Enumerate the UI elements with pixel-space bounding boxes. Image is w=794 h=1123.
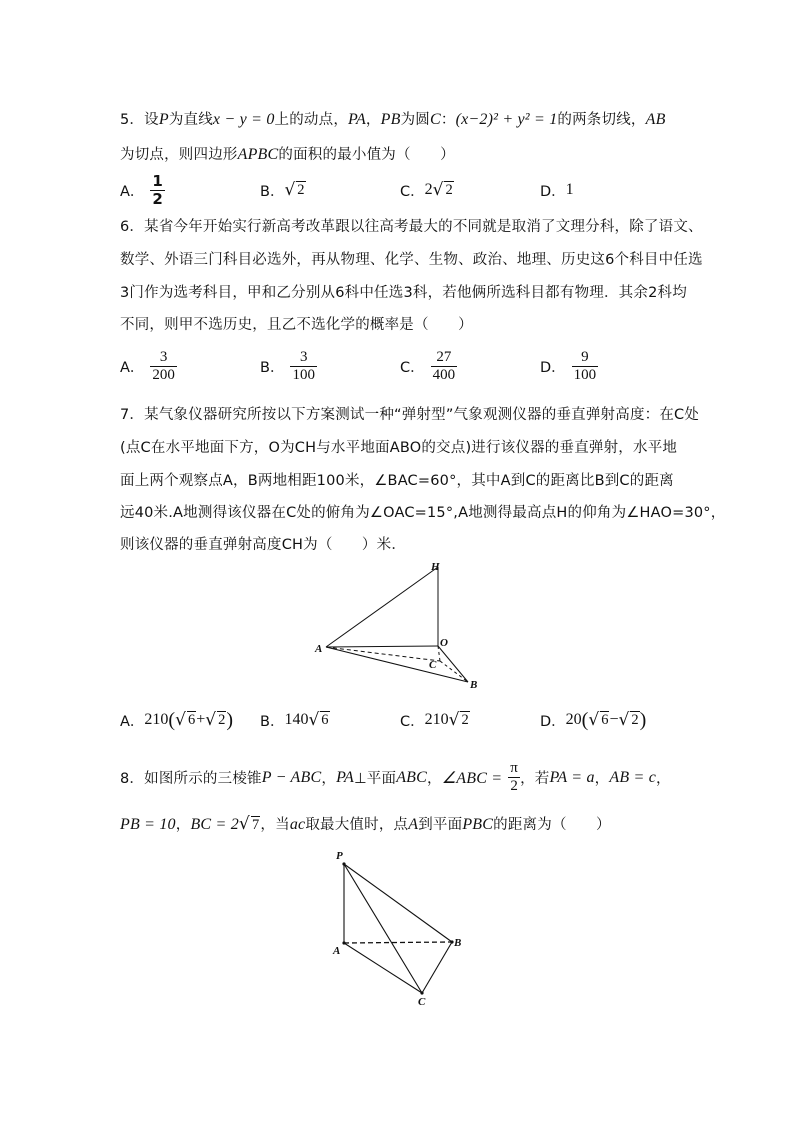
option-label: D．: [540, 359, 566, 376]
option-label: D．: [540, 713, 566, 730]
radicand: 2: [297, 182, 305, 198]
q8-var: PA = a: [549, 768, 595, 786]
option-label: B．: [260, 183, 285, 200]
numerator: 1: [152, 171, 163, 190]
radical-sign: √: [448, 710, 460, 730]
coefficient: 210: [424, 711, 449, 728]
left-paren: (: [168, 708, 176, 731]
right-paren: ): [639, 708, 647, 731]
q5-text: 为切点，则四边形: [120, 147, 238, 163]
denominator: 100: [292, 366, 315, 383]
denominator: 100: [573, 366, 597, 383]
q7-line4: 远40米.A地测得该仪器在C处的俯角为∠OAC=15°,A地测得最高点H的仰角为∠HAO=30°，: [120, 505, 726, 521]
q8-text: 取最大值时，点: [305, 817, 409, 833]
q8-text: ，: [321, 771, 337, 787]
q8-var: ABC: [396, 768, 428, 786]
radical-sign: √: [284, 180, 296, 200]
q8-text: ，: [594, 771, 610, 787]
q5-text: 5．设: [120, 112, 159, 128]
radicand: 6: [601, 712, 609, 728]
q5-option-d: [540, 167, 574, 213]
q5-option-c: [400, 167, 454, 213]
numerator: 3: [299, 348, 308, 365]
q5-var: PA: [348, 111, 366, 128]
label-p: P: [336, 850, 343, 862]
radical-sign: √: [205, 710, 217, 730]
fraction: [508, 760, 520, 795]
edge-cb: [422, 942, 452, 993]
q5-text: 上的动点，: [274, 112, 349, 128]
radical-sign: √: [618, 710, 630, 730]
radical-sign: √: [432, 180, 444, 200]
edge-ah: [326, 567, 438, 647]
denominator: 200: [152, 366, 175, 383]
q8-text: ，若: [520, 771, 550, 787]
q8-text: ，当: [260, 817, 290, 833]
option-label: A．: [120, 183, 145, 200]
edge-ac-dashed: [326, 647, 440, 661]
edge-pc: [344, 864, 422, 993]
radical-sign: √: [238, 814, 250, 834]
q7-option-d: [540, 697, 646, 743]
fraction: [572, 349, 599, 384]
q8-var: PA: [336, 768, 354, 786]
q8-text: ，: [656, 771, 671, 787]
value: 1: [565, 181, 574, 198]
edge-ab: [326, 647, 468, 682]
denominator: 400: [432, 366, 456, 383]
q5-circle-eq: (x−2)² + y² = 1: [455, 111, 558, 128]
operator: +: [196, 711, 206, 728]
fraction: [290, 349, 317, 384]
q5-var: PB: [380, 111, 401, 128]
option-label: D．: [540, 183, 566, 200]
numerator: 9: [581, 348, 589, 365]
q7-line3: 面上两个观察点A，B两地相距100米，∠BAC=60°，其中A到C的距离比B到C的距离: [120, 473, 674, 489]
q8-angle: ∠ABC =: [441, 769, 503, 787]
edge-ob: [438, 646, 468, 682]
numerator: 27: [436, 348, 452, 365]
q5-options: [120, 167, 680, 213]
q7-option-a: [120, 697, 233, 743]
radical-sign: √: [175, 710, 186, 730]
q8-var: PBC: [462, 816, 494, 833]
q8-var: ac: [289, 816, 306, 833]
q5-eq: x − y = 0: [212, 111, 275, 128]
q6-line4: 不同，则甲不选历史，且乙不选化学的概率是（ ）: [120, 317, 473, 333]
radicand: 7: [251, 817, 260, 833]
q8-line1: [120, 760, 671, 795]
q5-text: ：: [440, 112, 456, 128]
label-b: B: [470, 679, 478, 691]
radicand: 2: [445, 182, 453, 198]
q5-option-b: [260, 167, 306, 213]
option-label: A．: [120, 359, 145, 376]
right-paren: ): [226, 708, 233, 731]
q6-line2: 数学、外语三门科目必选外，再从物理、化学、生物、政治、地理、历史这6个科目中任选: [120, 252, 703, 268]
q6-line3: 3门作为选考科目，甲和乙分别从6科中任选3科，若他俩所选科目都有物理．其余2科均: [120, 285, 687, 301]
label-c: C: [429, 659, 437, 671]
q5-line1: [120, 108, 666, 129]
denominator: 2: [152, 189, 163, 208]
q7-option-b: [260, 697, 330, 743]
coefficient: 140: [284, 711, 309, 728]
operator: −: [609, 711, 619, 728]
option-label: A．: [120, 713, 145, 730]
option-label: B．: [260, 713, 285, 730]
q6-option-a: [120, 343, 177, 389]
q8-var: A: [408, 816, 419, 833]
left-paren: (: [581, 708, 589, 731]
point-a: [342, 941, 345, 944]
q5-text: 的两条切线，: [557, 112, 646, 128]
edge-ac: [344, 943, 422, 993]
option-label: C．: [400, 359, 425, 376]
q5-var: C: [429, 111, 441, 128]
fraction: [150, 349, 177, 384]
q8-var: PB = 10: [120, 816, 176, 833]
q6-line1: 6．某省今年开始实行新高考改革跟以往高考最大的不同就是取消了文理分科，除了语文、: [120, 219, 703, 235]
q8-text: 的距离为（ ）: [493, 817, 611, 833]
q7-options: [120, 697, 680, 743]
radical-sign: √: [308, 710, 320, 730]
q6-option-b: [260, 343, 317, 389]
numerator: π: [510, 760, 519, 776]
q8-text: 8．如图所示的三棱锥: [120, 771, 262, 787]
radicand: 6: [187, 712, 196, 728]
q7-figure: [310, 558, 490, 693]
q8-var: P − ABC: [261, 768, 322, 786]
radical-sign: √: [588, 710, 600, 730]
label-b: B: [454, 937, 462, 949]
radicand: 6: [321, 712, 329, 728]
q8-text: 到平面: [418, 817, 463, 833]
q8-line2: [120, 813, 611, 834]
q7-line1: 7．某气象仪器研究所按以下方案测试一种“弹射型”气象观测仪器的垂直弹射高度：在C处: [120, 407, 700, 423]
coefficient: 20: [565, 711, 582, 728]
point-p: [342, 862, 345, 865]
q5-text: ，: [365, 112, 381, 128]
q6-option-c: [400, 343, 457, 389]
option-label: C．: [400, 713, 425, 730]
q6-options: [120, 343, 680, 389]
option-label: C．: [400, 183, 425, 200]
q8-text: ⊥平面: [353, 771, 397, 787]
q5-text: 为直线: [168, 112, 213, 128]
fraction: [431, 349, 458, 384]
q8-text: ，: [427, 771, 442, 787]
q5-text: 为圆: [400, 112, 430, 128]
q8-text: ，: [175, 817, 191, 833]
q8-var: BC = 2: [190, 816, 239, 833]
q5-var: APBC: [237, 146, 279, 163]
q5-var: P: [158, 111, 169, 128]
q5-option-a: [120, 167, 165, 213]
label-a: A: [333, 945, 341, 957]
label-o: O: [440, 637, 448, 649]
point-c: [420, 991, 423, 994]
label-c: C: [418, 996, 426, 1008]
q7-line2: (点C在水平地面下方，O为CH与水平地面ABO的交点)进行该仪器的垂直弹射，水平地: [120, 440, 678, 456]
radicand: 2: [631, 712, 639, 728]
q8-var: AB = c: [609, 768, 657, 786]
numerator: 3: [159, 348, 168, 365]
q5-text: 的面积的最小值为（ ）: [278, 147, 455, 163]
edge-ab-dashed: [344, 942, 452, 943]
q6-option-d: [540, 343, 598, 389]
edge-ao: [326, 646, 438, 647]
denominator: 2: [510, 778, 519, 794]
coefficient: 2: [424, 181, 433, 198]
q5-var: AB: [645, 111, 666, 128]
option-label: B．: [260, 359, 285, 376]
radicand: 2: [461, 712, 469, 728]
q8-figure: [328, 848, 468, 1010]
q7-option-c: [400, 697, 470, 743]
edge-pb: [344, 864, 452, 942]
q5-line2: [120, 143, 455, 164]
q7-line5: 则该仪器的垂直弹射高度CH为（ ）米．: [120, 537, 407, 553]
coefficient: 210: [144, 711, 169, 728]
label-h: H: [431, 561, 440, 573]
label-a: A: [315, 643, 323, 655]
radicand: 2: [218, 712, 226, 728]
fraction: [150, 173, 164, 208]
